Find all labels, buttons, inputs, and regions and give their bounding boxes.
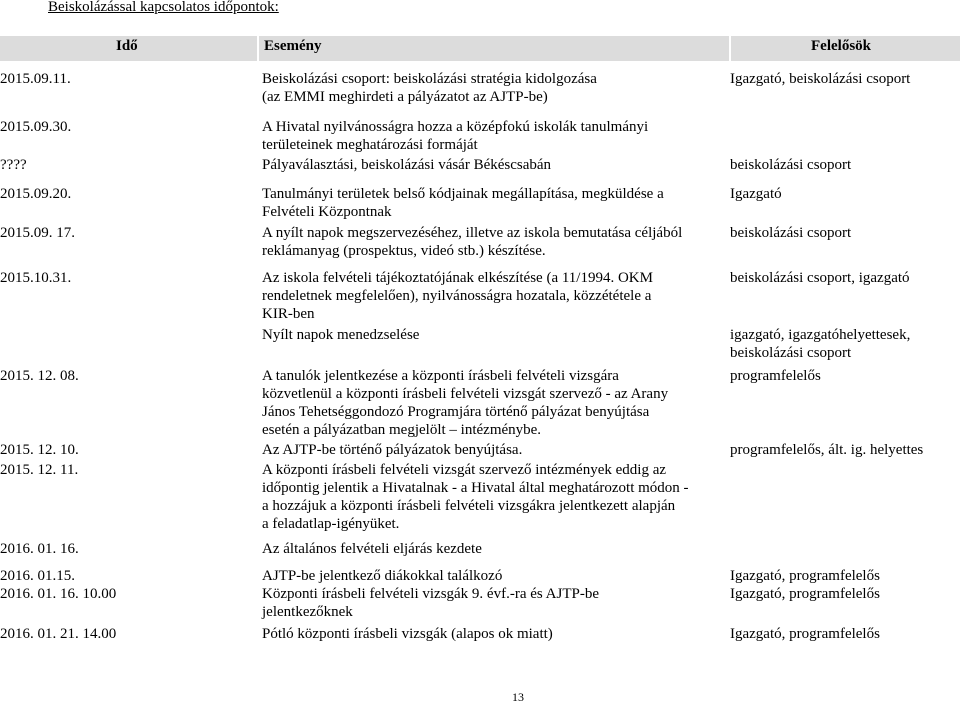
row-event-line: területeinek meghatározási formáját — [262, 137, 478, 153]
row-event-line: rendeletnek megfelelően), nyilvánosságra hozatala, közzététele a — [262, 288, 652, 304]
row-responsible-line: Igazgató, programfelelős — [730, 586, 880, 602]
row-date: 2015.09.30. — [0, 119, 72, 135]
column-header-date: Idő — [116, 38, 138, 54]
row-responsible-line: Igazgató, programfelelős — [730, 568, 880, 584]
row-event-line: A Hivatal nyilvánosságra hozza a középfokú iskolák tanulmányi — [262, 119, 649, 135]
row-date: 2015. 12. 11. — [0, 462, 79, 478]
row-event-line: Az iskola felvételi tájékoztatójának elkészítése (a 11/1994. OKM — [262, 270, 653, 286]
row-event-line: KIR-ben — [262, 306, 315, 322]
row-date: ???? — [0, 157, 27, 173]
row-event-line: Beiskolázási csoport: beiskolázási stratégia kidolgozása — [262, 71, 597, 87]
column-header-responsible: Felelősök — [811, 38, 871, 54]
row-event-line: A tanulók jelentkezése a központi írásbeli felvételi vizsgára — [262, 368, 619, 384]
row-date: 2016. 01.15. — [0, 568, 75, 584]
row-event-line: A központi írásbeli felvételi vizsgát szervező intézmények eddig az — [262, 462, 667, 478]
row-responsible-line: beiskolázási csoport — [730, 157, 852, 173]
row-event-line: a feladatlap-igényüket. — [262, 516, 400, 532]
row-event-line: (az EMMI meghirdeti a pályázatot az AJTP-be) — [262, 89, 548, 105]
row-event-line: reklámanyag (prospektus, videó stb.) készítése. — [262, 243, 546, 259]
row-event-line: János Tehetséggondozó Programjára történő pályázat benyújtása — [262, 404, 650, 420]
page-number: 13 — [512, 690, 524, 704]
row-event-line: Tanulmányi területek belső kódjainak megállapítása, megküldése a — [262, 186, 664, 202]
row-event-line: Az általános felvételi eljárás kezdete — [262, 541, 482, 557]
row-date: 2015.09.20. — [0, 186, 72, 202]
row-date: 2016. 01. 16. 10.00 — [0, 586, 117, 602]
row-date: 2016. 01. 16. — [0, 541, 79, 557]
row-event-line: esetén a pályázatban megjelölt – intézménybe. — [262, 422, 542, 438]
table-header-responsible — [731, 36, 960, 61]
table-header-date — [0, 36, 257, 61]
row-event-line: a hozzájuk a központi írásbeli felvételi vizsgákra jelentkezett alapján — [262, 498, 676, 514]
row-event-line: jelentkezőknek — [262, 604, 353, 620]
row-date: 2015.10.31. — [0, 270, 72, 286]
row-responsible-line: Igazgató — [730, 186, 782, 202]
row-event-line: AJTP-be jelentkező diákokkal találkozó — [262, 568, 503, 584]
row-date: 2016. 01. 21. 14.00 — [0, 626, 117, 642]
row-event-line: Felvételi Központnak — [262, 204, 392, 220]
row-date: 2015. 12. 08. — [0, 368, 79, 384]
row-event-line: A nyílt napok megszervezéséhez, illetve az iskola bemutatása céljából — [262, 225, 683, 241]
row-responsible-line: beiskolázási csoport — [730, 345, 852, 361]
row-date: 2015. 12. 10. — [0, 442, 79, 458]
table-header-event — [259, 36, 729, 61]
column-header-event: Esemény — [264, 38, 322, 54]
row-date: 2015.09. 17. — [0, 225, 75, 241]
row-responsible-line: igazgató, igazgatóhelyettesek, — [730, 327, 911, 343]
row-date: 2015.09.11. — [0, 71, 71, 87]
row-event-line: Nyílt napok menedzselése — [262, 327, 420, 343]
row-event-line: közvetlenül a központi írásbeli felvételi vizsgát szervező - az Arany — [262, 386, 669, 402]
row-event-line: Pótló központi írásbeli vizsgák (alapos ok miatt) — [262, 626, 553, 642]
row-event-line: Központi írásbeli felvételi vizsgák 9. évf.-ra és AJTP-be — [262, 586, 599, 602]
row-event-line: időpontig jelentik a Hivatalnak - a Hivatal által meghatározott módon - — [262, 480, 689, 496]
row-responsible-line: programfelelős, ált. ig. helyettes — [730, 442, 924, 458]
row-responsible-line: Igazgató, beiskolázási csoport — [730, 71, 911, 87]
row-responsible-line: beiskolázási csoport — [730, 225, 852, 241]
row-responsible-line: beiskolázási csoport, igazgató — [730, 270, 910, 286]
row-responsible-line: programfelelős — [730, 368, 821, 384]
row-responsible-line: Igazgató, programfelelős — [730, 626, 880, 642]
page-heading: Beiskolázással kapcsolatos időpontok: — [48, 0, 279, 15]
row-event-line: Pályaválasztási, beiskolázási vásár Békéscsabán — [262, 157, 552, 173]
row-event-line: Az AJTP-be történő pályázatok benyújtása. — [262, 442, 523, 458]
